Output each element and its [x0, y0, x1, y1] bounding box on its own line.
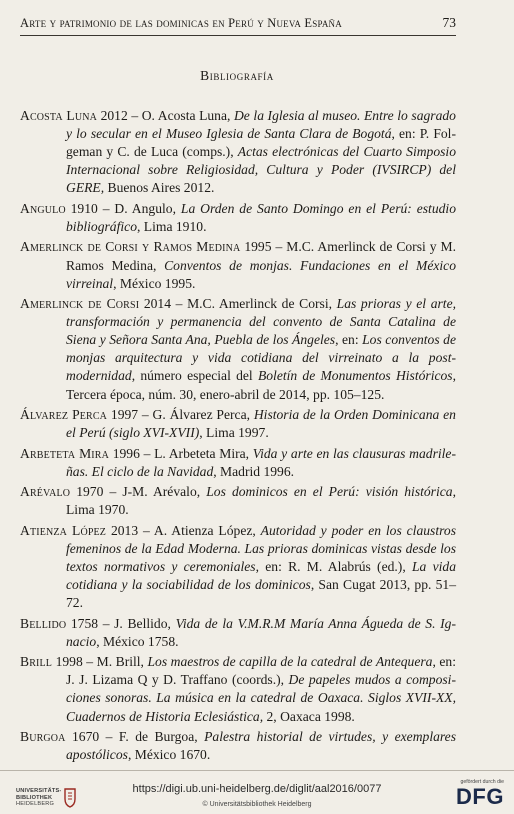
- bibliography-entry: [20, 295, 456, 404]
- entry-text: 2014 – M.C. Amerlinck de Corsi,: [139, 296, 337, 312]
- entry-title: Los dominicos en el Perú: visión histórica: [206, 484, 453, 500]
- entry-text: 2013 – A. Atienza López,: [106, 522, 261, 538]
- entry-title: Actas electrónicas del Cuarto Simposio Internacional sobre Religiosidad, Cultura y Poder (IVSIRCP) del GERE,: [66, 144, 456, 196]
- entry-title: Los maestros de capilla de la catedral de Antequera: [147, 654, 433, 670]
- entry-text: , Tercera época, núm. 30, enero-abril de 2014, pp. 105–125.: [66, 368, 456, 402]
- entry-author: Atienza López: [20, 522, 107, 538]
- entry-title: Palestra historial de virtudes, y exemplares apostólicos: [66, 729, 456, 763]
- entry-title: Vida de la V.M.R.M María Anna Águeda de S. Ignacio: [66, 615, 456, 649]
- footer-divider: [0, 770, 514, 771]
- library-name-line: HEIDELBERG: [16, 801, 55, 808]
- entry-text: 1910 – D. Angulo,: [65, 200, 181, 216]
- entry-title: La vida cotidiana y la sociabilidad de los dominicos: [66, 558, 456, 593]
- entry-text: , en:: [335, 332, 363, 348]
- entry-author: Bellido: [20, 615, 67, 631]
- entry-author: Burgoa: [20, 729, 66, 744]
- bibliography-entry: [20, 483, 456, 519]
- entry-text: , Lima 1970.: [66, 484, 456, 518]
- bibliography-entry: [20, 522, 456, 612]
- entry-title: La Orden de Santo Domingo en el Perú: estudio bibliográfico: [66, 200, 456, 234]
- entry-text: , en: J. J. Lizama Q y D. Traffano (coords.),: [66, 654, 456, 688]
- entry-title: Conventos de monjas. Fundaciones en el México virreinal: [66, 257, 456, 291]
- bibliography-entry: [20, 107, 456, 197]
- entry-text: Buenos Aires 2012.: [104, 180, 215, 196]
- entry-author: Álvarez Perca: [20, 407, 108, 423]
- entry-text: , número especial del: [131, 368, 258, 384]
- viewer-footer: [0, 770, 514, 814]
- entry-author: Amerlinck de Corsi: [20, 296, 140, 312]
- running-head: Arte y patrimonio de las dominicas en Perú y Nueva España: [20, 16, 342, 30]
- bibliography-entry: [20, 238, 456, 292]
- entry-text: 1670 – F. de Burgoa,: [65, 729, 205, 744]
- entry-title: Las prioras y el arte, transformación y permanencia del convento de Santa Catalina de Siena y Señora Santa Ana, Puebla de los Ángeles: [66, 296, 457, 348]
- entry-text: , en: R. M. Alabrús (ed.),: [255, 558, 412, 574]
- entry-title: De la Iglesia al museo. Entre lo sagrado y lo secular en el Museo Iglesia de Santa Clara de Bogotá: [66, 108, 456, 142]
- entry-text: 1758 – J. Bellido,: [66, 615, 176, 631]
- entry-text: , Madrid 1996.: [213, 463, 295, 479]
- bibliography-entry: [20, 728, 456, 764]
- entry-text: , Lima 1997.: [199, 425, 269, 441]
- entry-text: , México 1758.: [96, 633, 179, 649]
- library-name-line: BIBLIOTHEK: [16, 794, 53, 801]
- library-name-line: UNIVERSITÄTS-: [16, 788, 62, 794]
- bibliography-list: [20, 107, 456, 767]
- bibliography-entry: [20, 653, 456, 725]
- entry-text: 2, Oaxaca 1998.: [263, 708, 355, 724]
- bibliography-entry: [20, 200, 456, 236]
- entry-text: , México 1995.: [113, 275, 196, 291]
- entry-text: 1995 – M.C. Amerlinck de Corsi y M. Ramos Medina,: [66, 239, 456, 273]
- bibliography-entry: [20, 406, 456, 442]
- section-title: Bibliografía: [200, 68, 274, 83]
- entry-text: 1997 – G. Álvarez Perca,: [107, 407, 254, 423]
- funding-note: gefördert durch die: [460, 779, 504, 785]
- entry-text: , en: P. Folgeman y C. de Luca (comps.),: [66, 126, 456, 160]
- entry-text: 1996 – L. Arbeteta Mira,: [108, 445, 253, 461]
- entry-title: Vida y arte en las clausuras madrileñas. El ciclo de la Navidad: [66, 445, 456, 479]
- entry-title: Historia de la Orden Dominicana en el Perú (siglo XVI-XVII): [66, 407, 456, 441]
- bibliography-entry: [20, 445, 456, 481]
- entry-author: Angulo: [20, 200, 66, 216]
- header-rule: [20, 35, 456, 36]
- entry-title: Boletín de Monumentos Históricos: [257, 368, 453, 384]
- page-number: 73: [442, 15, 456, 30]
- entry-title: De papeles mudos a composiciones sonoras. La música en la catedral de Oaxaca. Siglos XVII-XX, Cuadernos de Historia Eclesiástica,: [66, 672, 456, 724]
- entry-text: 2012 – O. Acosta Luna,: [97, 108, 234, 123]
- entry-text: , Lima 1910.: [137, 218, 207, 234]
- entry-author: Arévalo: [20, 484, 71, 500]
- entry-text: , México 1670.: [127, 747, 211, 763]
- permalink-url[interactable]: https://digi.ub.uni-heidelberg.de/diglit/aal2016/0077: [132, 783, 382, 795]
- bibliography-entry: [20, 615, 456, 651]
- dfg-logo: DFG: [456, 784, 504, 809]
- entry-author: Amerlinck de Corsi y Ramos Medina: [20, 239, 241, 255]
- entry-author: Brill: [20, 654, 53, 670]
- copyright-notice: © Universitätsbibliothek Heidelberg: [202, 801, 312, 808]
- entry-title: Los conventos de monjas arquitectura y vida cotidiana del virreinato a la postmodernidad: [66, 332, 456, 384]
- entry-author: Acosta Luna: [20, 108, 97, 123]
- entry-text: , San Cugat 2013, pp. 51–72.: [66, 577, 456, 611]
- entry-text: 1998 – M. Brill,: [52, 654, 148, 670]
- entry-text: 1970 – J-M. Arévalo,: [70, 484, 207, 500]
- entry-author: Arbeteta Mira: [20, 445, 109, 461]
- entry-title: Autoridad y poder en los claustros femeninos de la Edad Moderna. Las prioras dominicas vistas desde los textos normativos y ceremoniales: [66, 522, 456, 574]
